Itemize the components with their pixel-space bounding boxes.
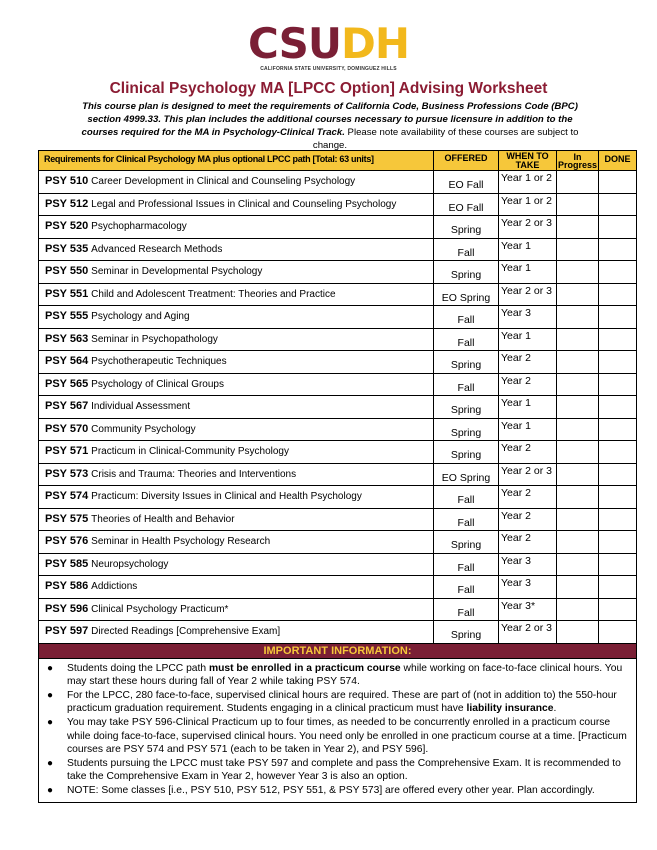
in-progress-checkbox[interactable] <box>557 418 599 441</box>
course-title: Psychotherapeutic Techniques <box>91 356 227 367</box>
table-row <box>39 216 637 239</box>
course-code: PSY 574 <box>45 490 89 502</box>
course-when: Year 2 <box>499 531 557 554</box>
course-title: Career Development in Clinical and Counseling Psychology <box>91 176 356 187</box>
course-when: Year 1 <box>499 396 557 419</box>
course-offered: Fall <box>434 576 499 599</box>
info-body <box>39 658 637 803</box>
course-when: Year 2 <box>499 508 557 531</box>
course-offered: EO Spring <box>434 283 499 306</box>
course-code: PSY 596 <box>45 602 89 615</box>
course-code: PSY 550 <box>45 265 89 277</box>
course-offered: Spring <box>434 351 499 374</box>
course-offered: Spring <box>434 621 499 644</box>
list-item <box>45 716 630 756</box>
table-row <box>39 171 637 194</box>
course-code: PSY 535 <box>45 242 89 255</box>
done-checkbox[interactable] <box>599 171 637 194</box>
in-progress-checkbox[interactable] <box>557 621 599 644</box>
course-title: Seminar in Psychopathology <box>91 333 218 345</box>
table-row <box>39 193 637 216</box>
table-row <box>39 261 637 284</box>
intro-note: Please note availability of these courses are subject to change. <box>312 127 579 151</box>
note-text: You may take PSY 596-Clinical Practicum up to four times, as needed to be concurrently enrolled in a practicum course while doing face-to-face, supervised clinical hours. You need only be enrolled in one practicum course at a time. [Practicum courses are PSY 574 and PSY 571 (each to be taken in Year 2), and PSY 596]. <box>67 717 627 755</box>
in-progress-checkbox[interactable] <box>557 441 599 464</box>
course-offered: Spring <box>434 396 499 419</box>
course-code: PSY 573 <box>45 467 89 480</box>
course-offered: Spring <box>434 441 499 464</box>
done-checkbox[interactable] <box>599 531 637 554</box>
header-offered: OFFERED <box>434 151 499 171</box>
course-title: Crisis and Trauma: Theories and Interventions <box>91 468 297 480</box>
course-cell <box>39 328 434 351</box>
list-item <box>45 662 630 689</box>
bullet-icon: ● <box>47 662 54 674</box>
course-when: Year 3* <box>499 598 557 621</box>
done-checkbox[interactable] <box>599 553 637 576</box>
course-code: PSY 520 <box>45 220 89 232</box>
course-offered: Fall <box>434 553 499 576</box>
course-offered: Fall <box>434 328 499 351</box>
course-cell <box>39 508 434 531</box>
course-cell <box>39 418 434 441</box>
in-progress-checkbox[interactable] <box>557 351 599 374</box>
course-cell <box>39 193 434 216</box>
course-offered: Fall <box>434 238 499 261</box>
course-offered: EO Spring <box>434 463 499 486</box>
course-cell <box>39 531 434 554</box>
in-progress-checkbox[interactable] <box>557 238 599 261</box>
course-when: Year 3 <box>499 306 557 329</box>
course-when: Year 1 <box>499 238 557 261</box>
course-cell <box>39 261 434 284</box>
done-checkbox[interactable] <box>599 351 637 374</box>
note-text: For the LPCC, 280 face-to-face, supervised clinical hours are required. These are part of (not in addition to) the 550-hour practicum graduation requirement. Students engaging in a clinical practicum must have <box>67 689 617 715</box>
course-when: Year 2 or 3 <box>499 216 557 239</box>
in-progress-checkbox[interactable] <box>557 463 599 486</box>
header-done: DONE <box>599 151 637 171</box>
note-text-end: . <box>553 703 557 715</box>
bullet-icon: ● <box>47 717 54 729</box>
done-checkbox[interactable] <box>599 598 637 621</box>
course-when: Year 1 <box>499 261 557 284</box>
course-when: Year 2 <box>499 486 557 509</box>
info-heading: IMPORTANT INFORMATION: <box>39 643 637 658</box>
course-cell <box>39 598 434 621</box>
course-title: Advanced Research Methods <box>91 243 223 255</box>
course-offered: Fall <box>434 373 499 396</box>
table-row <box>39 441 637 464</box>
course-offered: EO Fall <box>434 171 499 194</box>
logo-wordmark: CSUDH <box>248 19 409 68</box>
course-plan-table <box>38 150 637 803</box>
course-when: Year 2 or 3 <box>499 283 557 306</box>
university-logo <box>0 19 657 72</box>
course-code: PSY 597 <box>45 625 89 637</box>
course-cell <box>39 463 434 486</box>
course-offered: EO Fall <box>434 193 499 216</box>
table-row <box>39 621 637 644</box>
course-code: PSY 563 <box>45 332 89 345</box>
course-when: Year 3 <box>499 576 557 599</box>
course-code: PSY 567 <box>45 400 89 412</box>
logo-subtitle: CALIFORNIA STATE UNIVERSITY, DOMINGUEZ HILLS <box>260 66 397 72</box>
course-title: Seminar in Developmental Psychology <box>91 266 263 277</box>
bullet-icon: ● <box>47 689 54 701</box>
course-when: Year 1 <box>499 418 557 441</box>
course-code: PSY 585 <box>45 557 89 570</box>
course-offered: Fall <box>434 598 499 621</box>
table-row <box>39 508 637 531</box>
note-emphasis: liability insurance <box>466 703 554 715</box>
course-offered: Spring <box>434 261 499 284</box>
course-code: PSY 570 <box>45 422 89 435</box>
done-checkbox[interactable] <box>599 216 637 239</box>
course-title: Clinical Psychology Practicum* <box>91 603 229 615</box>
table-row <box>39 396 637 419</box>
course-title: Individual Assessment <box>91 401 191 412</box>
table-row <box>39 238 637 261</box>
done-checkbox[interactable] <box>599 261 637 284</box>
in-progress-checkbox[interactable] <box>557 193 599 216</box>
course-cell <box>39 441 434 464</box>
course-cell <box>39 238 434 261</box>
note-text: Students doing the LPCC path <box>67 662 209 674</box>
note-text: NOTE: Some classes [i.e., PSY 510, PSY 512, PSY 551, & PSY 573] are offered every other year. Plan accordingly. <box>67 785 595 797</box>
done-checkbox[interactable] <box>599 463 637 486</box>
course-title: Psychology and Aging <box>91 311 190 322</box>
list-item <box>45 689 630 716</box>
table-row <box>39 328 637 351</box>
done-checkbox[interactable] <box>599 373 637 396</box>
course-code: PSY 586 <box>45 580 89 592</box>
course-cell <box>39 283 434 306</box>
table-row <box>39 486 637 509</box>
done-checkbox[interactable] <box>599 328 637 351</box>
done-checkbox[interactable] <box>599 238 637 261</box>
course-title: Neuropsychology <box>91 558 169 570</box>
note-text: Students pursuing the LPCC must take PSY 597 and complete and pass the Comprehensive Exam. It is recommended to take the Comprehensive Exam in Year 2, however Year 3 is also an option. <box>67 757 621 783</box>
course-cell <box>39 306 434 329</box>
table-header-row <box>39 151 637 171</box>
course-cell <box>39 171 434 194</box>
course-when: Year 3 <box>499 553 557 576</box>
in-progress-checkbox[interactable] <box>557 306 599 329</box>
list-item <box>45 757 630 784</box>
course-cell <box>39 553 434 576</box>
list-item <box>45 784 630 797</box>
done-checkbox[interactable] <box>599 621 637 644</box>
course-when: Year 1 or 2 <box>499 171 557 194</box>
done-checkbox[interactable] <box>599 306 637 329</box>
intro-text <box>80 100 580 152</box>
course-cell <box>39 576 434 599</box>
course-code: PSY 576 <box>45 535 89 547</box>
in-progress-checkbox[interactable] <box>557 531 599 554</box>
in-progress-checkbox[interactable] <box>557 508 599 531</box>
table-row <box>39 418 637 441</box>
done-checkbox[interactable] <box>599 396 637 419</box>
course-when: Year 1 or 2 <box>499 193 557 216</box>
course-code: PSY 510 <box>45 175 89 187</box>
table-row <box>39 553 637 576</box>
in-progress-checkbox[interactable] <box>557 486 599 509</box>
course-when: Year 2 <box>499 373 557 396</box>
in-progress-checkbox[interactable] <box>557 171 599 194</box>
in-progress-checkbox[interactable] <box>557 373 599 396</box>
course-when: Year 1 <box>499 328 557 351</box>
table-row <box>39 598 637 621</box>
course-code: PSY 555 <box>45 310 89 322</box>
in-progress-checkbox[interactable] <box>557 576 599 599</box>
table-row <box>39 373 637 396</box>
course-cell <box>39 621 434 644</box>
course-title: Child and Adolescent Treatment: Theories and Practice <box>91 288 336 300</box>
info-notes-list <box>45 662 630 798</box>
in-progress-checkbox[interactable] <box>557 283 599 306</box>
in-progress-checkbox[interactable] <box>557 328 599 351</box>
course-code: PSY 564 <box>45 355 89 367</box>
note-text-end: while working on face-to-face clinical hours. You may start these hours during fall of Year 2 while taking PSY 574. <box>67 662 623 687</box>
course-code: PSY 565 <box>45 377 89 390</box>
table-row <box>39 351 637 374</box>
course-title: Theories of Health and Behavior <box>91 513 235 525</box>
header-in-progress: In Progress <box>557 152 598 170</box>
done-checkbox[interactable] <box>599 193 637 216</box>
table-row <box>39 576 637 599</box>
done-checkbox[interactable] <box>599 418 637 441</box>
done-checkbox[interactable] <box>599 576 637 599</box>
header-when: WHEN TO TAKE <box>499 151 557 171</box>
course-offered: Fall <box>434 306 499 329</box>
course-title: Legal and Professional Issues in Clinical and Counseling Psychology <box>91 198 397 210</box>
course-when: Year 2 <box>499 441 557 464</box>
in-progress-checkbox[interactable] <box>557 216 599 239</box>
info-heading-row <box>39 643 637 658</box>
course-title: Practicum in Clinical-Community Psychology <box>91 446 289 457</box>
course-code: PSY 575 <box>45 512 89 525</box>
course-title: Practicum: Diversity Issues in Clinical and Health Psychology <box>91 491 362 502</box>
in-progress-checkbox[interactable] <box>557 598 599 621</box>
header-requirements: Requirements for Clinical Psychology MA plus optional LPCC path [Total: 63 units] <box>39 151 434 171</box>
course-when: Year 2 or 3 <box>499 621 557 644</box>
in-progress-checkbox[interactable] <box>557 261 599 284</box>
course-offered: Spring <box>434 216 499 239</box>
bullet-icon: ● <box>47 757 54 769</box>
table-row <box>39 283 637 306</box>
in-progress-checkbox[interactable] <box>557 396 599 419</box>
course-title: Psychology of Clinical Groups <box>91 378 224 390</box>
done-checkbox[interactable] <box>599 486 637 509</box>
course-cell <box>39 396 434 419</box>
course-cell <box>39 216 434 239</box>
course-cell <box>39 486 434 509</box>
course-cell <box>39 373 434 396</box>
done-checkbox[interactable] <box>599 441 637 464</box>
table-row <box>39 306 637 329</box>
course-when: Year 2 <box>499 351 557 374</box>
course-code: PSY 512 <box>45 197 89 210</box>
in-progress-checkbox[interactable] <box>557 553 599 576</box>
course-offered: Fall <box>434 508 499 531</box>
bullet-icon: ● <box>47 785 54 797</box>
course-title: Seminar in Health Psychology Research <box>91 536 271 547</box>
note-emphasis: must be enrolled in a practicum course <box>208 662 401 674</box>
done-checkbox[interactable] <box>599 283 637 306</box>
done-checkbox[interactable] <box>599 508 637 531</box>
course-when: Year 2 or 3 <box>499 463 557 486</box>
course-cell <box>39 351 434 374</box>
course-code: PSY 551 <box>45 287 89 300</box>
table-row <box>39 463 637 486</box>
course-code: PSY 571 <box>45 445 89 457</box>
course-offered: Spring <box>434 418 499 441</box>
course-title: Community Psychology <box>91 423 196 435</box>
course-title: Psychopharmacology <box>91 221 187 232</box>
course-title: Addictions <box>91 581 138 592</box>
info-body-row <box>39 658 637 803</box>
course-offered: Spring <box>434 531 499 554</box>
page-title: Clinical Psychology MA [LPCC Option] Advising Worksheet <box>109 80 548 97</box>
course-offered: Fall <box>434 486 499 509</box>
table-row <box>39 531 637 554</box>
course-title: Directed Readings [Comprehensive Exam] <box>91 626 281 637</box>
intro-bold: This course plan is designed to meet the requirements of California Code, Business Professions Code (BPC) section 4999.33. This plan includes the additional courses necessary to pursue licensure in addition to the courses required for the MA in Psychology-Clinical Track. <box>81 101 578 138</box>
